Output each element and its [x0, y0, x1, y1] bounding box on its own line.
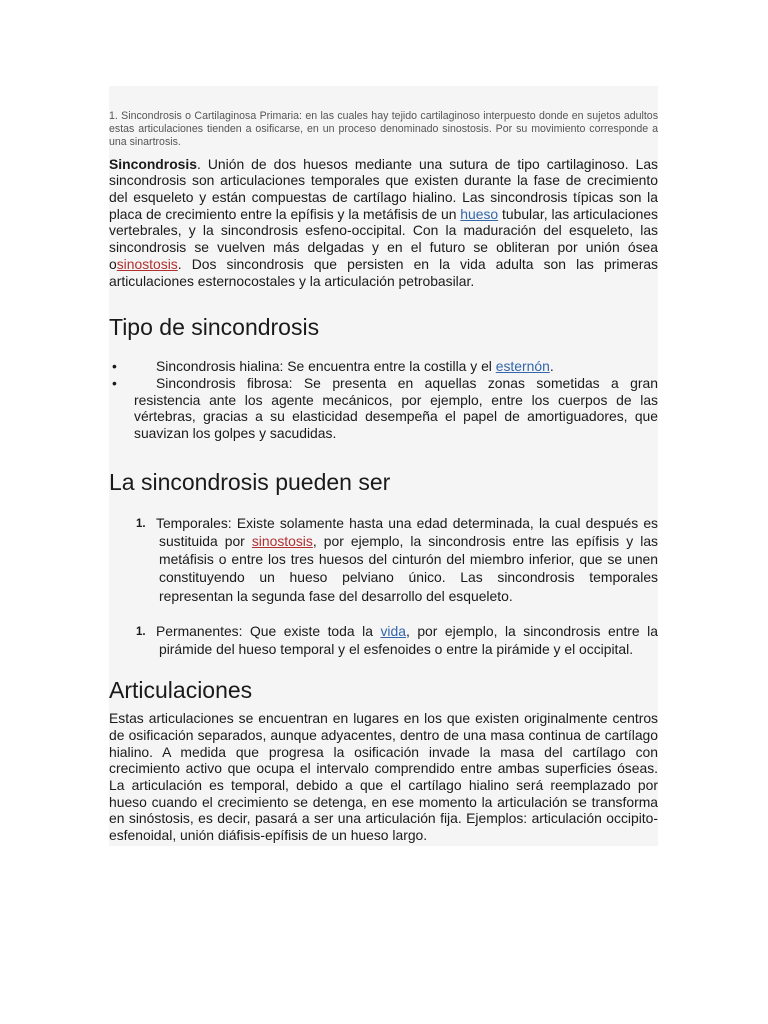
link-esternon[interactable]: esternón	[495, 358, 550, 375]
kinds-list	[109, 514, 658, 658]
definition-text-a: . Unión de dos huesos mediante una sutura de tipo cartilaginoso. Las sincondrosis son articulaciones temporales que existen durante la fase de crecimiento del esqueleto y están compuestas de cartílago hialino. Las sincondrosis típicas son la placa de crecimiento entre la epífisis y la metáfisis de un	[109, 155, 658, 222]
list-item: 1. Temporales: Existe solamente hasta una edad determinada, la cual después es sustituida por sinostosis, por ejemplo, la sincondrosis entre las epífisis y las metáfisis o entre los tres huesos del cinturón del miembro inferior, que se unen constituyendo un hueso pelviano único. Las sincondrosis temporales representan la segunda fase del desarrollo del esqueleto.	[136, 514, 658, 604]
types-list	[109, 358, 658, 442]
definition-term: Sincondrosis	[109, 155, 197, 172]
articulaciones-paragraph: Estas articulaciones se encuentran en lugares en los que existen originalmente centros de osificación separados, aunque adyacentes, dentro de una masa continua de cartílago hialino. A medida que progresa la osificación invade la masa del cartílago con crecimiento activo que ocupa el intervalo comprendido entre ambas superficies óseas. La articulación es temporal, debido a que el cartílago hialino será reemplazado por hueso cuando el crecimiento se detenga, en ese momento la articulación se transforma en sinóstosis, es decir, pasará a ser una articulación fija. Ejemplos: articulación occipito-esfenoidal, unión diáfisis-epífisis de un hueso largo.	[109, 710, 658, 844]
link-vida[interactable]: vida	[380, 622, 406, 639]
definition-text-c: . Dos sincondrosis que persisten en la vida adulta son las primeras articulaciones esternocostales y la articulación petrobasilar.	[109, 255, 658, 289]
heading-pueden-ser: La sincondrosis pueden ser	[109, 468, 391, 495]
intro-paragraph: 1. Sincondrosis o Cartilaginosa Primaria: en las cuales hay tejido cartilaginoso interpuesto donde en sujetos adultos estas articulaciones tienden a osificarse, en un proceso denominado sinostosis. Por su movimiento corresponde a una sinartrosis.	[109, 110, 658, 149]
list-item: 1. Permanentes: Que existe toda la vida, por ejemplo, la sincondrosis entre la pirámide del hueso temporal y el esfenoides o entre la pirámide y el occipital.	[136, 622, 658, 657]
heading-tipo: Tipo de sincondrosis	[109, 314, 320, 341]
list-number: 1.	[136, 625, 146, 638]
definition-text-b: tubular, las articulaciones vertebrales, y la sincondrosis esfeno-occipital. Con la maduración del esqueleto, las sincondrosis se vuelven más delgadas y en el futuro se obliteran por unión ósea o	[109, 205, 658, 272]
list-number: 1.	[136, 517, 146, 530]
list-item: • Sincondrosis hialina: Se encuentra entre la costilla y el esternón.	[112, 358, 554, 375]
bullet-marker: •	[112, 358, 117, 375]
document-page	[109, 86, 658, 846]
link-sinostosis[interactable]: sinostosis	[116, 255, 178, 272]
list-item	[109, 375, 658, 442]
bullet-text: Sincondrosis fibrosa: Se presenta en aquellas zonas sometidas a gran resistencia ante los agente mecánicos, por ejemplo, entre los cuerpos de las vértebras, gracias a su elasticidad desempeña el papel de amortiguadores, que suavizan los golpes y sacudidas.	[134, 374, 658, 442]
bullet-text: Sincondrosis hialina: Se encuentra entre la costilla y el	[156, 358, 496, 375]
definition-paragraph	[109, 156, 658, 290]
link-hueso[interactable]: hueso	[460, 205, 499, 222]
bullet-marker: •	[112, 374, 117, 391]
heading-articulaciones: Articulaciones	[109, 677, 253, 704]
link-sinostosis-2[interactable]: sinostosis	[251, 532, 313, 549]
